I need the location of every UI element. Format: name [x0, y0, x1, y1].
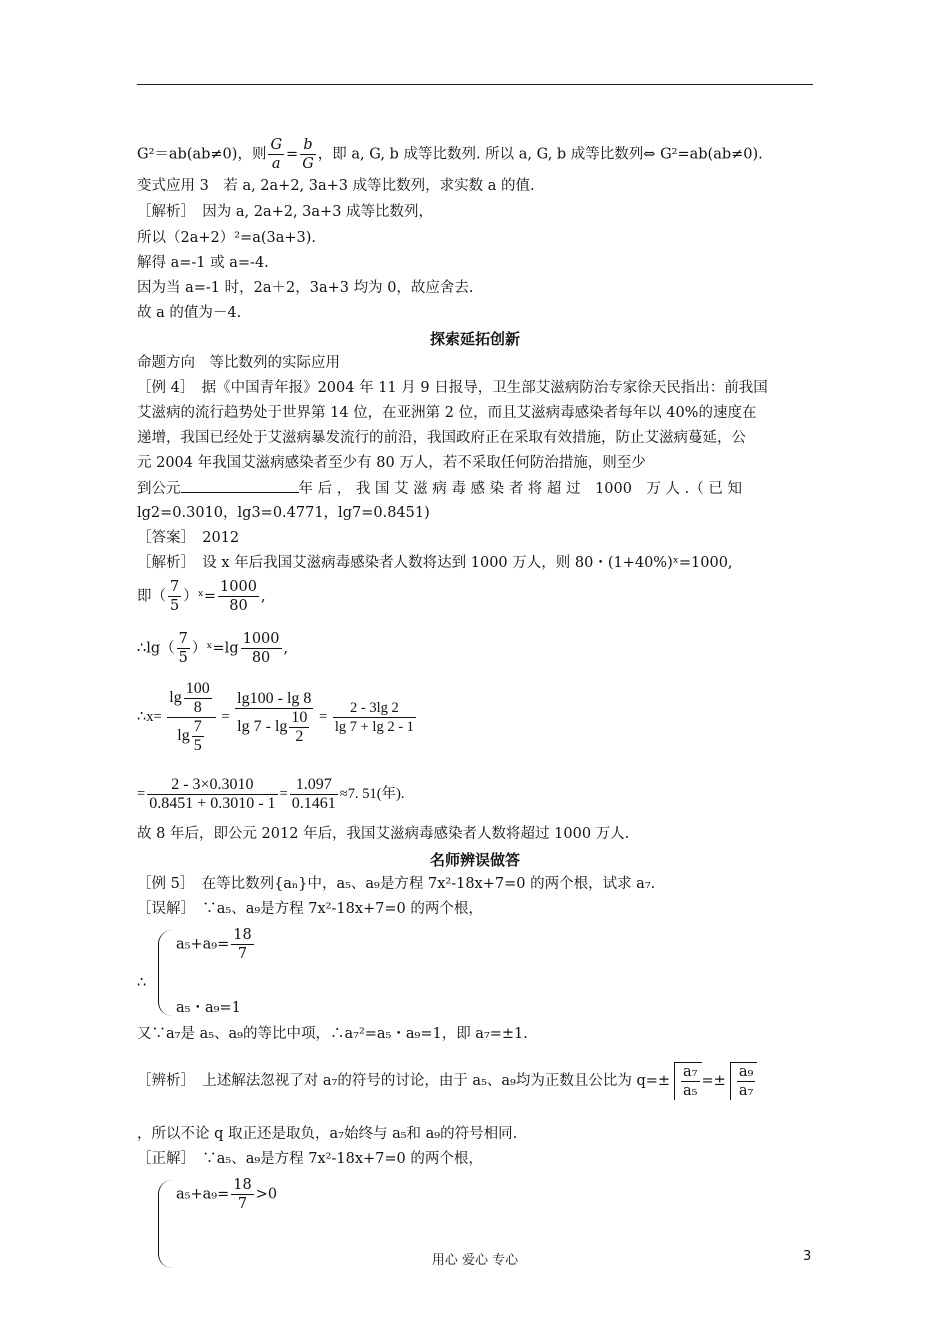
denominator: 2 — [295, 727, 304, 745]
fraction — [241, 630, 282, 667]
denominator: 80 — [251, 650, 271, 666]
line-12: 元 2004 年我国艾滋病感染者至少有 80 万人，若不采取任何防治措施，则至少 — [137, 455, 646, 471]
line-18 — [137, 630, 288, 667]
numerator — [167, 680, 215, 718]
fraction — [231, 1176, 253, 1213]
text: ）ˣ= — [183, 588, 217, 605]
line-31 — [176, 1176, 277, 1213]
compound-fraction — [235, 690, 313, 746]
fraction — [177, 630, 190, 667]
line-7: 故 a 的值为－4. — [137, 305, 242, 321]
page-footer: 用心 爱心 专心 — [431, 1253, 519, 1268]
denominator: 7 — [237, 946, 248, 962]
header-rule — [137, 84, 813, 85]
numerator: 1.097 — [290, 776, 338, 795]
line-29: ，所以不论 q 取正还是取负，a₇始终与 a₅和 a₉的符号相同. — [137, 1126, 518, 1142]
sqrt — [674, 1062, 701, 1100]
line-19 — [137, 680, 418, 755]
line-21: 故 8 年后，即公元 2012 年后，我国艾滋病毒感染者人数将超过 1000 万人. — [137, 826, 630, 842]
text: ≈7. 51(年). — [339, 785, 405, 802]
line-8: 命题方向 等比数列的实际应用 — [137, 355, 340, 371]
text: 即（ — [137, 588, 166, 605]
denominator: 7 — [237, 1196, 248, 1212]
fraction — [192, 718, 204, 755]
denominator: 80 — [229, 598, 248, 614]
numerator: lg100 - lg 8 — [237, 689, 312, 707]
numerator: 18 — [233, 927, 252, 943]
text: = — [286, 146, 299, 163]
compound-fraction — [167, 680, 215, 755]
numerator: b — [300, 136, 316, 155]
fraction — [218, 578, 259, 615]
fraction — [300, 136, 316, 173]
numerator: 18 — [233, 1177, 252, 1193]
answer-blank — [181, 478, 299, 493]
line-26: a₅・a₉=1 — [176, 1000, 241, 1016]
fraction — [168, 578, 181, 615]
text: = — [137, 785, 146, 802]
denominator — [235, 709, 313, 746]
line-2: 变式应用 3 若 a, 2a+2, 3a+3 成等比数列，求实数 a 的值. — [137, 178, 535, 194]
text: 到公元 — [137, 481, 181, 497]
numerator: 2 - 3×0.3010 — [147, 776, 277, 795]
text: lg — [177, 727, 190, 745]
text: 年 后 ， 我 国 艾 滋 病 毒 感 染 者 将 超 过 1000 万 人 .（ 已 知 — [298, 481, 742, 497]
numerator: 7 — [170, 579, 180, 595]
line-11: 递增，我国已经处于艾滋病暴发流行的前沿，我国政府正在采取有效措施，防止艾滋病蔓延，公 — [137, 430, 746, 446]
text: ∴x= — [137, 708, 162, 725]
fraction — [268, 136, 284, 173]
numerator: a₉ — [738, 1064, 754, 1080]
denominator: a₇ — [738, 1083, 754, 1099]
section-heading-explore: 探索延拓创新 — [429, 330, 520, 348]
line-20 — [137, 776, 404, 813]
numerator: 2 - 3lg 2 — [333, 699, 416, 718]
line-9: ［例 4］ 据《中国青年报》2004 年 11 月 9 日报导，卫生部艾滋病防治专家徐天民指出：前我国 — [137, 380, 768, 396]
denominator: 5 — [170, 598, 180, 614]
text: = — [279, 785, 288, 802]
text: a₅+a₉= — [176, 936, 230, 953]
fraction — [681, 1063, 699, 1100]
denominator: 5 — [178, 650, 188, 666]
line-16: ［解析］ 设 x 年后我国艾滋病毒感染者人数将达到 1000 万人，则 80・(1+40%)ˣ=1000, — [137, 555, 733, 571]
denominator: a — [271, 156, 281, 172]
fraction — [289, 709, 309, 746]
fraction — [737, 1063, 755, 1100]
system-brace — [158, 930, 173, 1016]
numerator: 7 — [178, 631, 188, 647]
fraction — [147, 776, 277, 813]
text: >0 — [255, 1186, 278, 1203]
fraction — [290, 776, 338, 813]
line-3: ［解析］ 因为 a, 2a+2, 3a+3 成等比数列， — [137, 204, 434, 220]
line-6: 因为当 a=-1 时，2a＋2，3a+3 均为 0，故应舍去. — [137, 280, 474, 296]
numerator: 1000 — [242, 631, 280, 647]
line-10: 艾滋病的流行趋势处于世界第 14 位，在亚洲第 2 位，而且艾滋病毒感染者每年以 40%的速度在 — [137, 405, 757, 421]
numerator: 7 — [193, 718, 202, 735]
denominator: 5 — [193, 737, 202, 754]
fraction — [231, 926, 253, 963]
text: ，即 a, G, b 成等比数列. 所以 a, G, b 成等比数列⇔ G²=ab(ab≠0). — [317, 146, 763, 163]
text: ∴lg（ — [137, 640, 175, 657]
line-17 — [137, 578, 266, 615]
line-4: 所以（2a+2）²=a(3a+3). — [137, 230, 317, 246]
line-28 — [137, 1062, 757, 1100]
line-5: 解得 a=-1 或 a=-4. — [137, 255, 269, 271]
sqrt — [730, 1062, 757, 1100]
line-23: ［误解］ ∵a₅、a₉是方程 7x²-18x+7=0 的两个根， — [137, 901, 483, 917]
text: = — [319, 708, 328, 725]
denominator: a₅ — [683, 1083, 698, 1099]
page-number: 3 — [803, 1249, 812, 1264]
denominator: 0.8451 + 0.3010 - 1 — [149, 795, 276, 812]
denominator: 8 — [193, 699, 202, 716]
text: a₅+a₉= — [176, 1186, 230, 1203]
line-1 — [137, 136, 763, 173]
text: = — [221, 708, 230, 725]
numerator: a₇ — [683, 1064, 698, 1080]
denominator: G — [302, 156, 314, 172]
denominator: lg 7 + lg 2 - 1 — [334, 719, 414, 735]
text: , — [283, 640, 289, 657]
numerator: 100 — [185, 680, 210, 697]
text: lg 7 - lg — [237, 717, 288, 735]
text: G²＝ab(ab≠0)，则 — [137, 146, 267, 163]
section-heading-errors: 名师辨误做答 — [429, 851, 520, 869]
line-25: ∴ — [137, 975, 147, 991]
denominator: 0.1461 — [291, 795, 336, 812]
numerator: G — [270, 137, 283, 153]
denominator — [167, 718, 215, 755]
line-15: ［答案］ 2012 — [137, 530, 240, 546]
line-30: ［正解］ ∵a₅、a₉是方程 7x²-18x+7=0 的两个根， — [137, 1151, 483, 1167]
numerator: 1000 — [220, 579, 257, 595]
text: ）ˣ=lg — [191, 640, 239, 657]
text: ［辨析］ 上述解法忽视了对 a₇的符号的讨论，由于 a₅、a₉均为正数且公比为 q=± — [137, 1073, 671, 1089]
text: , — [260, 588, 266, 605]
line-14: lg2=0.3010，lg3=0.4771，lg7=0.8451) — [137, 505, 430, 521]
line-22: ［例 5］ 在等比数列{aₙ}中，a₅、a₉是方程 7x²-18x+7=0 的两个根，试求 a₇. — [137, 876, 656, 892]
fraction — [333, 699, 416, 736]
text: =± — [701, 1073, 726, 1089]
line-27: 又∵a₇是 a₅、a₉的等比中项，∴a₇²=a₅・a₉=1，即 a₇=±1. — [137, 1026, 528, 1042]
line-24 — [176, 926, 256, 963]
line-13 — [137, 478, 742, 499]
text: lg — [169, 689, 182, 707]
fraction — [184, 680, 212, 717]
numerator: 10 — [291, 708, 308, 726]
